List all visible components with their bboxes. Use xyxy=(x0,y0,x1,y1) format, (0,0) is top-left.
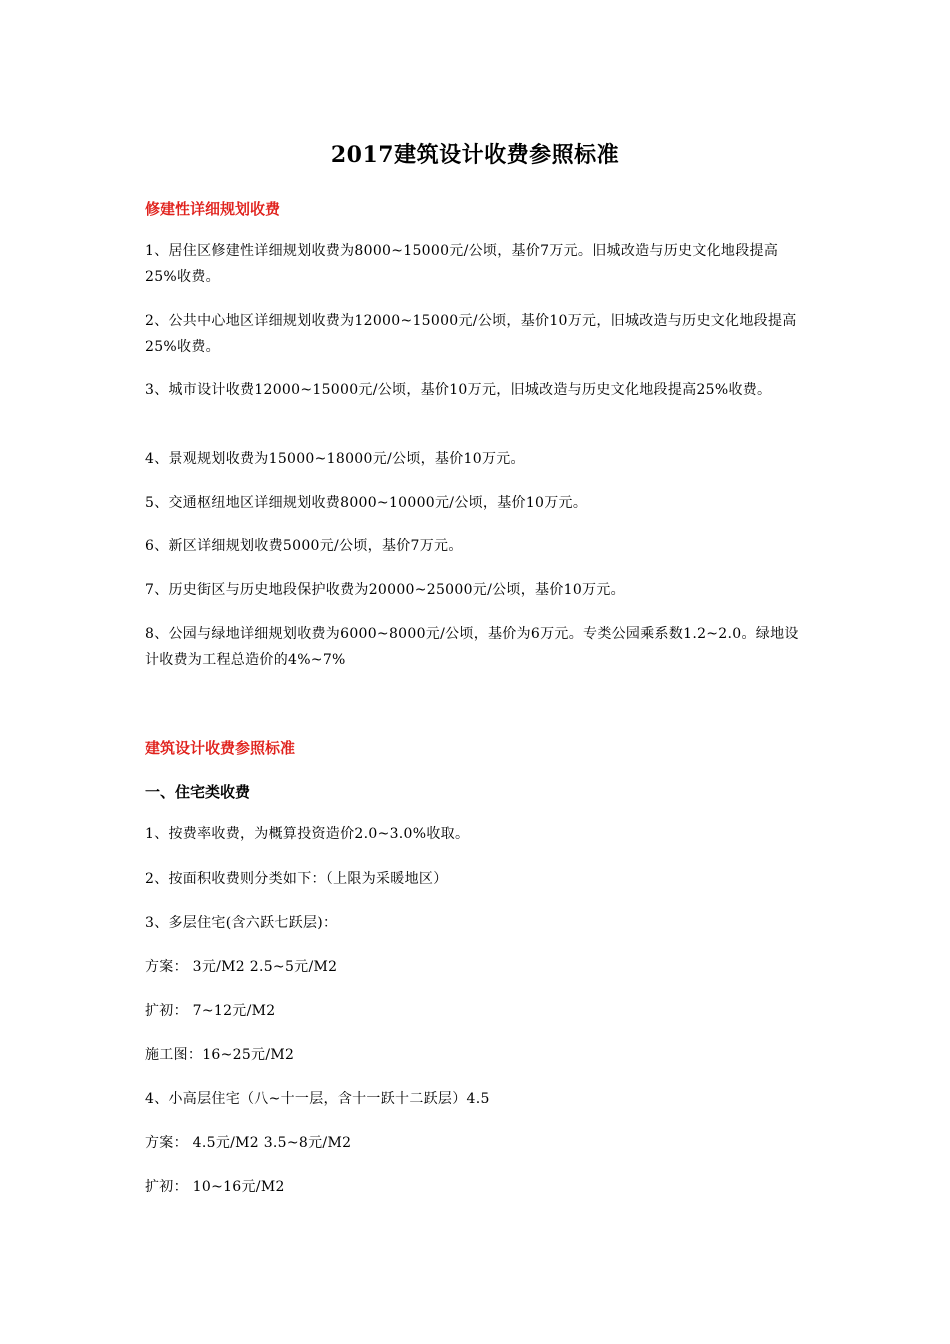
paragraph-item: 7、历史街区与历史地段保护收费为20000~25000元/公顷，基价10万元。 xyxy=(145,582,625,598)
paragraph-item: 4、小高层住宅（八~十一层，含十一跃十二跃层）4.5 xyxy=(145,1091,490,1107)
paragraph-item: 2、按面积收费则分类如下：（上限为采暖地区） xyxy=(145,871,448,887)
paragraph-item: 扩初： 10~16元/M2 xyxy=(145,1179,285,1195)
paragraph-item: 方案： 4.5元/M2 3.5~8元/M2 xyxy=(145,1135,352,1151)
paragraph-item: 1、按费率收费，为概算投资造价2.0~3.0%收取。 xyxy=(145,826,470,842)
paragraph-item: 1、居住区修建性详细规划收费为8000~15000元/公顷，基价7万元。旧城改造与历史文化地段提高25%收费。 xyxy=(145,243,779,285)
paragraph-item: 4、景观规划收费为15000~18000元/公顷，基价10万元。 xyxy=(145,451,525,467)
paragraph-item: 3、多层住宅(含六跃七跃层)： xyxy=(145,915,338,931)
paragraph-item: 3、城市设计收费12000~15000元/公顷，基价10万元，旧城改造与历史文化地段提高25%收费。 xyxy=(145,382,772,398)
paragraph-item: 方案： 3元/M2 2.5~5元/M2 xyxy=(145,959,338,975)
page-title: 2017建筑设计收费参照标准 xyxy=(330,142,620,168)
paragraph-item: 2、公共中心地区详细规划收费为12000~15000元/公顷，基价10万元，旧城改造与历史文化地段提高25%收费。 xyxy=(145,313,797,355)
paragraph-item: 5、交通枢纽地区详细规划收费8000~10000元/公顷，基价10万元。 xyxy=(145,495,588,511)
paragraph-item: 扩初： 7~12元/M2 xyxy=(145,1003,276,1019)
section-heading-building-design: 建筑设计收费参照标准 xyxy=(145,739,296,757)
paragraph-item: 8、公园与绿地详细规划收费为6000~8000元/公顷，基价为6万元。专类公园乘系数1.2~2.0。绿地设计收费为工程总造价的4%~7% xyxy=(145,626,799,668)
paragraph-item: 6、新区详细规划收费5000元/公顷，基价7万元。 xyxy=(145,538,463,554)
section-heading-detailed-planning: 修建性详细规划收费 xyxy=(145,200,281,218)
subheading-residential: 一、住宅类收费 xyxy=(145,783,251,801)
paragraph-item: 施工图：16~25元/M2 xyxy=(145,1047,295,1063)
